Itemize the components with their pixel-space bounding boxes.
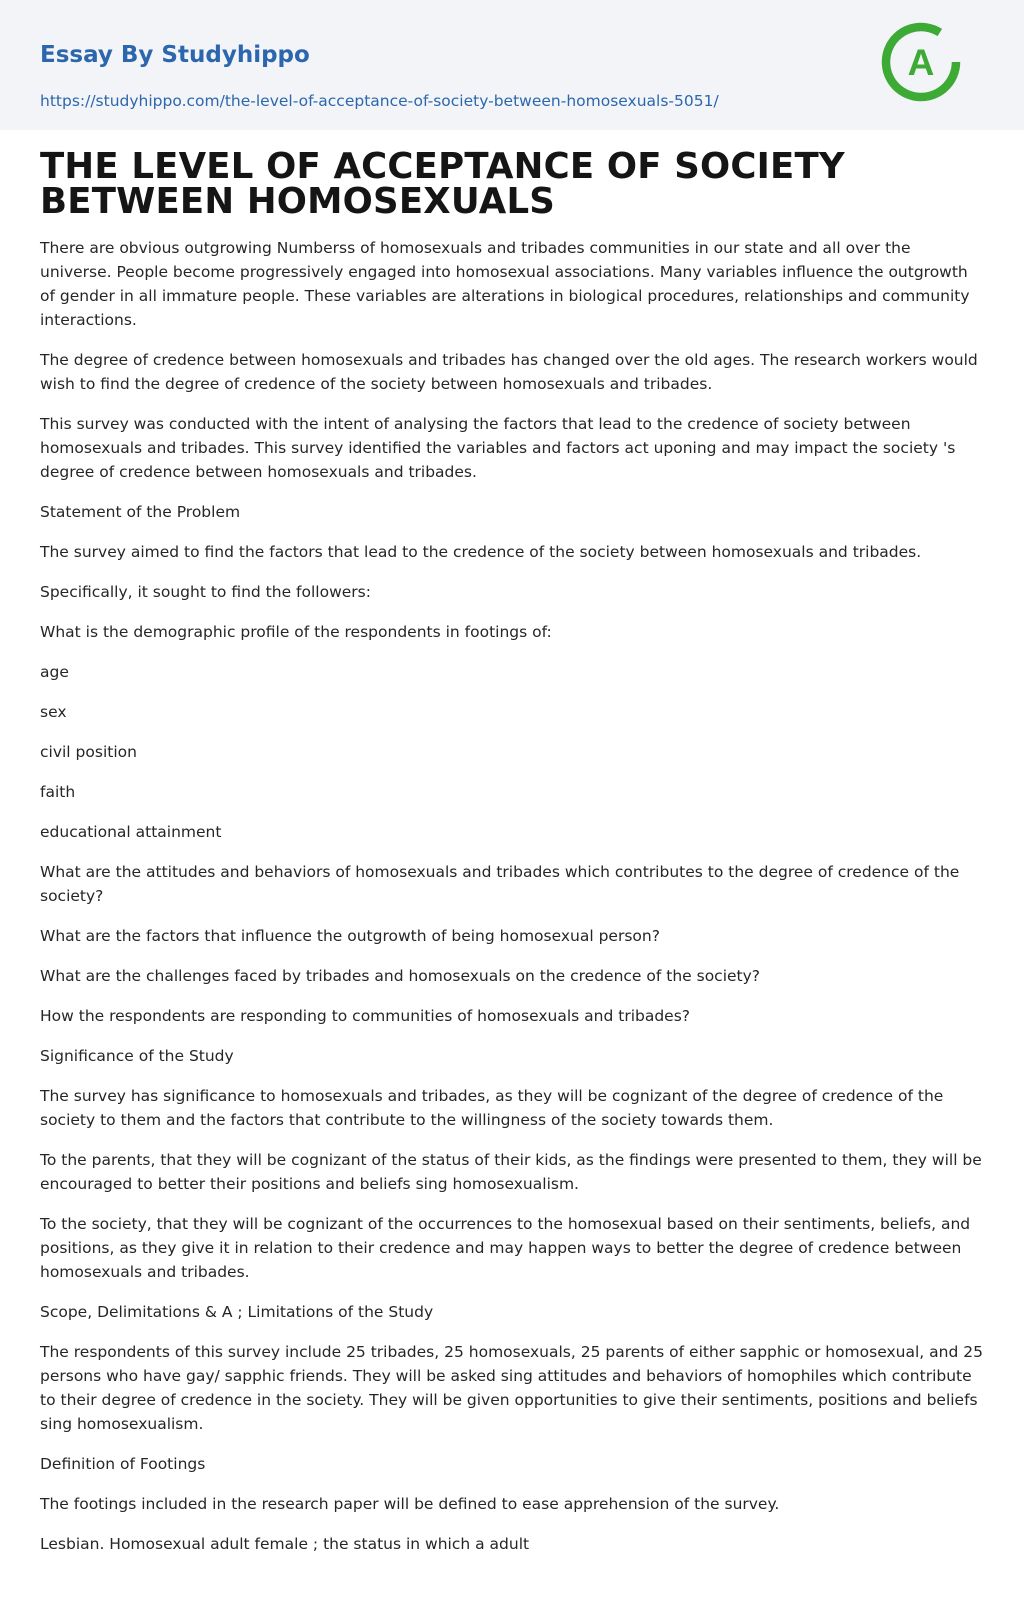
- paragraph: This survey was conducted with the intent of analysing the factors that lead to the credence of society between homosexuals and tribades. This survey identified the variables and factors act uponing and may impact the society 's degree of credence between homosexuals and tribades.: [40, 415, 956, 481]
- paragraph: The survey aimed to find the factors that lead to the credence of the society between homosexuals and tribades.: [40, 543, 922, 561]
- section-heading: Significance of the Study: [40, 1047, 234, 1065]
- paragraph: What are the challenges faced by tribades and homosexuals on the credence of the society?: [40, 967, 761, 985]
- section-heading: Definition of Footings: [40, 1455, 206, 1473]
- paragraph: To the society, that they will be cognizant of the occurrences to the homosexual based on their sentiments, beliefs, and positions, as they give it in relation to their credence and may happen ways to better the degree of credence between homosexuals and tribades.: [40, 1215, 971, 1281]
- list-item: age: [40, 663, 69, 681]
- list-item: civil position: [40, 743, 137, 761]
- paragraph: The degree of credence between homosexuals and tribades has changed over the old ages. The research workers would wish to find the degree of credence of the society between homosexuals and tribades.: [40, 351, 978, 393]
- site-brand[interactable]: Essay By Studyhippo: [40, 42, 310, 68]
- studyhippo-logo-icon[interactable]: [876, 17, 966, 107]
- list-item: educational attainment: [40, 823, 222, 841]
- logo-letter: A: [907, 42, 935, 83]
- list-item: faith: [40, 783, 76, 801]
- paragraph: The respondents of this survey include 25 tribades, 25 homosexuals, 25 parents of either sapphic or homosexual, and 25 persons who have gay/ sapphic friends. They will be asked sing attitudes and behaviors of homophiles which contribute to their degree of credence in the society. They will be given opportunities to give their sentiments, positions and beliefs sing homosexualism.: [40, 1343, 983, 1433]
- paragraph: The footings included in the research paper will be defined to ease apprehension of the survey.: [40, 1495, 780, 1513]
- paragraph: What are the factors that influence the outgrowth of being homosexual person?: [40, 927, 660, 945]
- source-url-link[interactable]: https://studyhippo.com/the-level-of-acceptance-of-society-between-homosexuals-5051/: [40, 92, 719, 110]
- paragraph: Specifically, it sought to find the followers:: [40, 583, 371, 601]
- paragraph: The survey has significance to homosexuals and tribades, as they will be cognizant of the degree of credence of the society to them and the factors that contribute to the willingness of the society towards them.: [40, 1087, 944, 1129]
- paragraph: There are obvious outgrowing Numberss of homosexuals and tribades communities in our state and all over the universe. People become progressively engaged into homosexual associations. Many variables influence the outgrowth of gender in all immature people. These variables are alterations in biological procedures, relationships and community interactions.: [40, 239, 970, 329]
- essay-title: THE LEVEL OF ACCEPTANCE OF SOCIETY BETWEEN HOMOSEXUALS: [40, 146, 845, 222]
- essay-content: [0, 130, 1024, 1556]
- list-item: sex: [40, 703, 67, 721]
- paragraph: What are the attitudes and behaviors of homosexuals and tribades which contributes to the degree of credence of the society?: [40, 863, 960, 905]
- essay-body: [40, 236, 984, 1556]
- section-heading: Statement of the Problem: [40, 503, 241, 521]
- section-heading: Scope, Delimitations & A ; Limitations of the Study: [40, 1303, 434, 1321]
- paragraph: How the respondents are responding to communities of homosexuals and tribades?: [40, 1007, 691, 1025]
- paragraph: Lesbian. Homosexual adult female ; the status in which a adult: [40, 1535, 530, 1553]
- paragraph: What is the demographic profile of the respondents in footings of:: [40, 623, 552, 641]
- paragraph: To the parents, that they will be cognizant of the status of their kids, as the findings were presented to them, they will be encouraged to better their positions and beliefs sing homosexualism.: [40, 1151, 982, 1193]
- page-header: [0, 0, 1024, 130]
